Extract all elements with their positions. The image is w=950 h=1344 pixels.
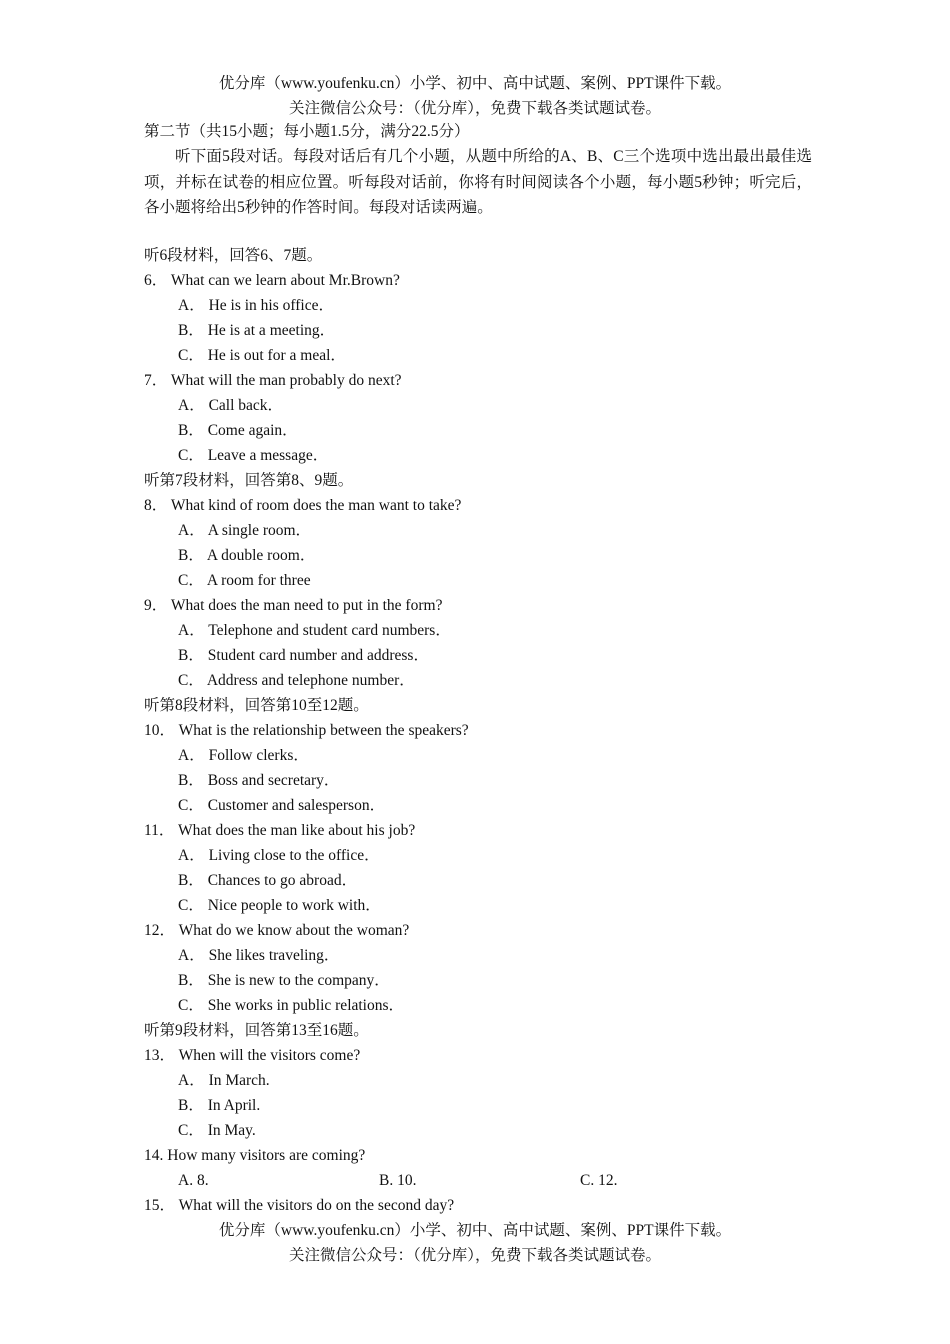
option-b: B． He is at a meeting． [178,321,336,339]
section-title: 第二节（共15小题；每小题1.5分，满分22.5分） [144,123,470,140]
question-stem: 13． When will the visitors come? [144,1046,361,1064]
header-line-2: 关注微信公众号：（优分库），免费下载各类试题试卷。 [288,100,661,117]
option-c: C． She works in public relations． [178,996,405,1014]
option-b: B． A double room． [178,546,316,564]
option-a: A． She likes traveling． [178,946,340,964]
option-c: C． A room for three [178,571,311,589]
option-a: A. 8. [178,1171,209,1189]
question-stem: 6． What can we learn about Mr.Brown? [144,271,400,289]
option-c: C． Nice people to work with． [178,896,381,914]
option-c: C． Address and telephone number． [178,671,415,689]
group-heading: 听第9段材料，回答第13至16题。 [144,1021,369,1039]
exam-content [144,119,812,1218]
header-line-1: 优分库（www.youfenku.cn）小学、初中、高中试题、案例、PPT课件下载。 [218,75,732,92]
option-c: C． Customer and salesperson． [178,796,386,814]
question-stem: 15． What will the visitors do on the second day? [144,1196,455,1214]
option-c: C． Leave a message． [178,446,329,464]
footer-line-1: 优分库（www.youfenku.cn）小学、初中、高中试题、案例、PPT课件下载。 [218,1222,732,1239]
question-stem: 12． What do we know about the woman? [144,921,410,939]
option-b: B． Boss and secretary． [178,771,340,789]
option-a: A． A single room． [178,521,312,539]
option-a: A． He is in his office． [178,296,334,314]
question-stem: 9． What does the man need to put in the form? [144,596,443,614]
option-b: B． In April. [178,1096,261,1114]
group-heading: 听第8段材料，回答第10至12题。 [144,696,369,714]
group-heading: 听第7段材料，回答第8、9题。 [144,471,354,489]
section-instructions: 听下面5段对话。每段对话后有几个小题，从题中所给的A、B、C三个选项中选出最出最佳选项，并标在试卷的相应位置。听每段对话前，你将有时间阅读各个小题，每小题5秒钟；听完后，各小题将给出5秒钟的作答时间。每段对话读两遍。 [144,148,812,216]
question-stem: 14. How many visitors are coming? [144,1146,366,1164]
question-stem: 8． What kind of room does the man want to take? [144,496,462,514]
question-stem: 10． What is the relationship between the speakers? [144,721,469,739]
option-c: C． He is out for a meal． [178,346,346,364]
group-heading: 听6段材料，回答6、7题。 [144,246,323,264]
inline-options [144,1168,812,1193]
option-b: B． Student card number and address． [178,646,429,664]
spacer [144,221,812,243]
page-footer [0,1218,950,1268]
option-b: B． She is new to the company． [178,971,390,989]
page-header [0,71,950,121]
option-b: B. 10. [379,1171,417,1189]
option-c: C. 12. [580,1171,618,1189]
option-c: C． In May. [178,1121,256,1139]
option-b: B． Chances to go abroad． [178,871,358,889]
option-a: A． In March. [178,1071,270,1089]
option-a: A． Telephone and student card numbers． [178,621,451,639]
question-stem: 11． What does the man like about his job? [144,821,416,839]
footer-line-2: 关注微信公众号：（优分库），免费下载各类试题试卷。 [288,1247,661,1264]
option-a: A． Call back． [178,396,284,414]
option-a: A． Follow clerks． [178,746,309,764]
question-stem: 7． What will the man probably do next? [144,371,402,389]
option-b: B． Come again． [178,421,298,439]
option-a: A． Living close to the office． [178,846,380,864]
